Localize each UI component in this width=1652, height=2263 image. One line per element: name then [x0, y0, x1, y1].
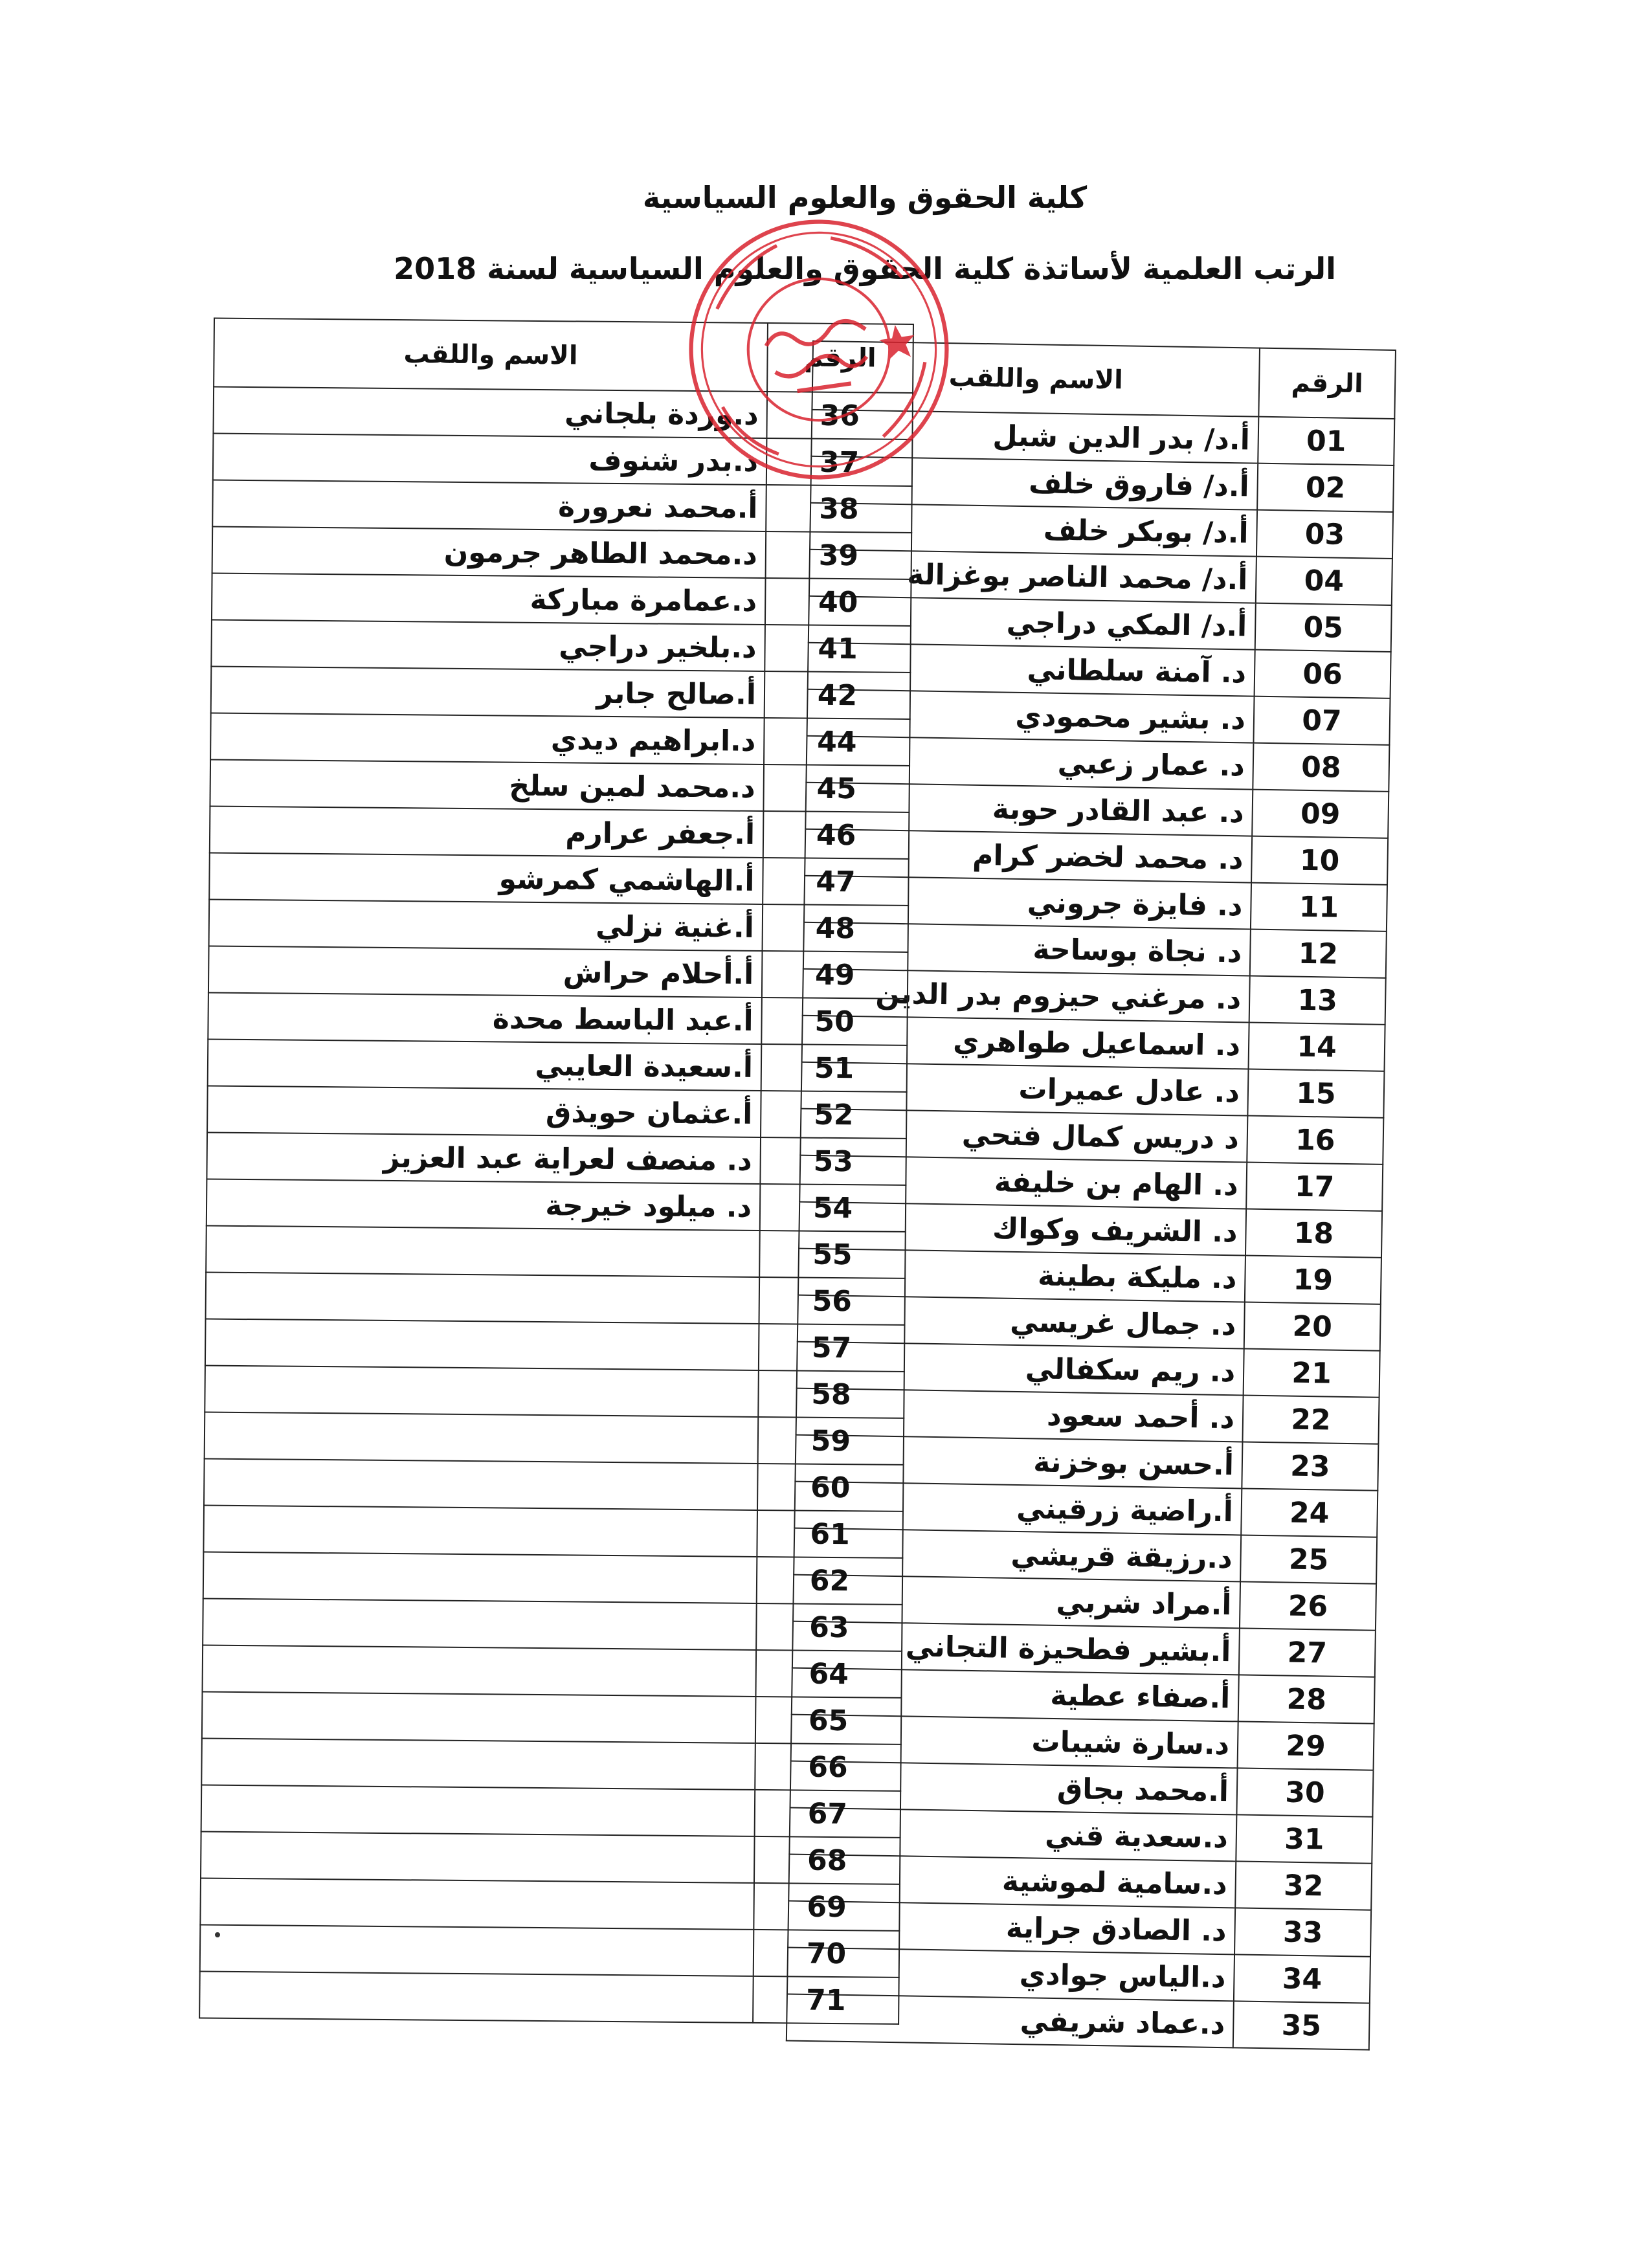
table-row	[205, 1319, 905, 1372]
professor-name: د.الياس جوادي	[787, 1948, 1234, 2001]
professor-name	[200, 1878, 754, 1929]
professor-name	[203, 1552, 757, 1603]
professor-name: أ.راضية زرقيني	[794, 1482, 1242, 1535]
professor-name: د.سامية لموشية	[788, 1855, 1236, 1908]
seal-inner-ring	[687, 217, 951, 482]
row-number: 51	[761, 1044, 908, 1092]
row-number: 55	[759, 1231, 906, 1278]
row-number: 15	[1247, 1069, 1384, 1118]
professor-name: د.عماد شريفي	[787, 1994, 1234, 2048]
professor-name: أ.جعفر عرارم	[210, 807, 764, 858]
professor-name: د.عمامرة مباركة	[212, 574, 766, 625]
seal-center-ring	[739, 270, 899, 430]
professor-name: أ.سعيدة العايبي	[208, 1040, 762, 1091]
professor-name	[201, 1785, 755, 1836]
row-number: 14	[1249, 1023, 1385, 1071]
row-number: 29	[1238, 1721, 1374, 1770]
row-number: 64	[755, 1650, 902, 1698]
table-row	[204, 1458, 904, 1511]
row-number: 63	[756, 1603, 902, 1651]
professor-name: أ.بشير فطحيزة التجاني	[792, 1622, 1240, 1675]
row-number: 47	[763, 858, 909, 906]
row-number: 03	[1256, 510, 1393, 559]
professor-name: د. اسماعيل طواهري	[802, 1016, 1249, 1069]
table-row	[201, 1831, 900, 1884]
row-number: 09	[1252, 790, 1389, 838]
row-number: 33	[1234, 1908, 1371, 1956]
table-row	[210, 760, 910, 812]
table-row	[203, 1598, 902, 1651]
row-number: 04	[1256, 557, 1392, 605]
table-row	[203, 1505, 903, 1557]
professor-name: د. مرغني حيزوم بدر الدين	[803, 969, 1250, 1023]
row-number: 01	[1258, 417, 1394, 465]
professor-name: د.سعدية قني	[789, 1808, 1236, 1862]
name-column-header: الاسم واللقب	[214, 318, 768, 392]
professor-name	[203, 1645, 757, 1696]
table-row	[201, 1785, 901, 1837]
professor-name: د.محمد لمين سلخ	[210, 760, 764, 811]
row-number: 10	[1251, 836, 1388, 885]
professor-name: د.سارة شيبات	[791, 1715, 1238, 1768]
row-number: 32	[1235, 1861, 1372, 1910]
professor-name: أ.صالح جابر	[211, 667, 765, 718]
table-row	[201, 1738, 901, 1790]
row-number: 58	[758, 1370, 904, 1418]
professor-name	[200, 1924, 754, 1976]
row-number: 11	[1251, 883, 1387, 931]
row-number: 37	[766, 438, 913, 486]
row-number: 59	[758, 1417, 904, 1465]
row-number: 40	[765, 578, 911, 626]
professor-name: د. منصف لعراية عبد العزيز	[206, 1133, 761, 1184]
professor-name: أ.الهاشمي كمرشو	[209, 853, 763, 904]
row-number: 35	[1233, 2001, 1370, 2049]
row-number: 70	[753, 1930, 900, 1978]
professor-name: أ.أحلام حراش	[208, 946, 763, 998]
table-row	[206, 1226, 906, 1278]
row-number: 50	[761, 998, 908, 1045]
professor-name: د. أحمد سعود	[796, 1388, 1244, 1442]
professor-name: د دريس كمال فتحي	[800, 1109, 1247, 1163]
professor-name: أ.د/ فاروق خلف	[810, 456, 1258, 510]
professor-name: أ.مراد شربي	[793, 1575, 1240, 1629]
number-column-header: الرقم	[767, 323, 913, 393]
table-row	[200, 1878, 900, 1930]
professor-name: د. محمد لخضر كرام	[805, 829, 1252, 883]
table-row	[208, 1040, 908, 1092]
row-number: 49	[762, 951, 908, 999]
table-row	[203, 1645, 902, 1697]
row-number: 62	[757, 1557, 903, 1605]
row-number: 45	[763, 764, 910, 812]
professor-name: د.بلخير دراجي	[211, 620, 765, 671]
row-number: 31	[1236, 1814, 1372, 1863]
table-row	[209, 853, 909, 906]
table-row	[206, 1133, 906, 1185]
professor-name	[205, 1412, 759, 1464]
professor-name	[204, 1458, 758, 1510]
table-row	[208, 993, 908, 1045]
table-row	[205, 1366, 904, 1418]
table-row	[207, 1086, 907, 1139]
professor-name: د.ابراهيم ديدي	[210, 713, 765, 764]
row-number: 28	[1238, 1675, 1375, 1723]
professor-name: د. عمار زعبي	[806, 736, 1253, 790]
professor-name: د. بشير محمودي	[807, 689, 1255, 743]
professor-name: د. فايزة جروني	[804, 876, 1251, 930]
row-number: 57	[759, 1324, 905, 1372]
table-row	[210, 807, 910, 859]
row-number: 05	[1255, 603, 1392, 652]
professor-name: أ.د/ بوبكر خلف	[810, 503, 1257, 557]
row-number: 21	[1244, 1348, 1380, 1397]
professor-name	[203, 1598, 757, 1649]
row-number: 19	[1245, 1256, 1381, 1304]
tables-container	[0, 324, 1652, 2084]
document-subtitle: الرتب العلمية لأساتذة كلية الحقوق والعلوم السياسية لسنة 2018	[394, 251, 1336, 286]
page-title: كلية الحقوق والعلوم السياسية	[642, 180, 1088, 215]
row-number: 38	[766, 485, 912, 533]
roster-table-left	[199, 318, 914, 2025]
row-number: 34	[1234, 1954, 1370, 2003]
table-row	[200, 1924, 900, 1977]
row-number: 24	[1241, 1488, 1378, 1537]
professor-name	[205, 1319, 759, 1370]
row-number: 12	[1250, 930, 1387, 978]
professor-name: د.رزيقة قريشي	[794, 1528, 1241, 1582]
row-number: 18	[1245, 1209, 1382, 1258]
professor-name: د.بدر شنوف	[213, 434, 767, 485]
row-number: 06	[1255, 650, 1391, 698]
professor-name: أ.صفاء عطية	[792, 1668, 1239, 1722]
row-number: 66	[755, 1743, 901, 1791]
professor-name: أ.عبد الباسط محدة	[208, 993, 762, 1044]
professor-name: د. عادل عميرات	[801, 1062, 1248, 1116]
professor-name	[206, 1273, 760, 1324]
row-number: 54	[760, 1184, 906, 1232]
row-number: 42	[765, 671, 911, 719]
professor-name: د. جمال غريسي	[798, 1295, 1245, 1349]
row-number: 67	[755, 1790, 901, 1838]
row-number: 02	[1257, 463, 1394, 512]
professor-name	[201, 1831, 755, 1882]
professor-name: د. نجاة بوساحة	[803, 922, 1251, 976]
professor-name: د. الشريف وكواك	[799, 1202, 1246, 1256]
professor-name: أ.د/ محمد الناصر بوغزالة	[809, 550, 1256, 603]
row-number: 25	[1240, 1535, 1377, 1583]
table-row	[208, 946, 908, 999]
row-number: 13	[1249, 976, 1386, 1025]
official-seal-stamp	[665, 196, 972, 503]
professor-name: د. عبد القادر حوبة	[805, 783, 1253, 836]
row-number: 17	[1246, 1163, 1383, 1211]
professor-name: أ.عثمان حويذق	[207, 1086, 761, 1137]
row-number: 69	[753, 1883, 900, 1931]
seal-outer-ring	[675, 205, 963, 494]
row-number: 52	[761, 1091, 907, 1139]
table-row	[206, 1273, 906, 1325]
row-number: 20	[1244, 1302, 1381, 1351]
row-number: 39	[766, 531, 912, 579]
row-number: 53	[760, 1137, 906, 1185]
row-number: 23	[1242, 1442, 1378, 1490]
professor-name: أ.محمد نعرورة	[212, 480, 766, 531]
table-row	[212, 527, 912, 579]
row-number: 26	[1240, 1581, 1376, 1630]
row-number: 65	[755, 1697, 902, 1745]
table-row	[206, 1179, 906, 1232]
professor-name: د. ميلود خيرجة	[206, 1179, 761, 1231]
professor-name	[202, 1691, 756, 1743]
professor-name: أ.غنية نزلي	[209, 900, 763, 951]
number-column-header: الرقم	[1258, 348, 1396, 419]
table-row	[211, 667, 911, 719]
professor-name	[205, 1366, 759, 1417]
professor-name: د. مليكة بطينة	[798, 1249, 1245, 1302]
professor-name	[199, 1971, 753, 2022]
row-number: 27	[1239, 1628, 1376, 1677]
professor-name	[206, 1226, 760, 1277]
table-row	[202, 1691, 902, 1744]
seal-script-stroke	[765, 318, 867, 350]
table-row	[205, 1412, 904, 1465]
professor-name	[201, 1738, 755, 1789]
row-number: 22	[1242, 1395, 1379, 1444]
seal-script-stroke	[798, 383, 851, 391]
row-number: 07	[1253, 697, 1390, 745]
row-number: 08	[1253, 743, 1389, 792]
row-number: 44	[764, 718, 910, 766]
professor-name: د. ريم سكفالي	[797, 1342, 1244, 1396]
row-number: 71	[753, 1976, 899, 2024]
professor-name: د.وردة بلجاني	[213, 387, 767, 438]
row-number: 48	[763, 904, 909, 952]
professor-name: د. الصادق جراية	[788, 1901, 1235, 1955]
table-row	[199, 1971, 899, 2023]
row-number: 16	[1247, 1116, 1383, 1165]
table-row	[203, 1552, 903, 1604]
row-number: 60	[757, 1464, 904, 1511]
professor-name: د. آمنة سلطاني	[808, 643, 1255, 697]
professor-name: د. الهام بن خليفة	[799, 1155, 1247, 1209]
row-number: 68	[754, 1836, 900, 1884]
seal-script-stroke	[774, 350, 868, 378]
row-number: 61	[757, 1510, 903, 1558]
name-column-header: الاسم واللقب	[812, 341, 1260, 417]
professor-name: أ.محمد بجاق	[790, 1761, 1238, 1815]
table-row	[209, 900, 909, 952]
row-number: 30	[1236, 1768, 1373, 1816]
table-row	[210, 713, 910, 766]
professor-name: أ.د/ بدر الدين شبل	[811, 410, 1258, 463]
professor-name: د.محمد الطاهر جرمون	[212, 527, 766, 578]
professor-name: أ.حسن بوخزنة	[795, 1435, 1242, 1489]
professor-name	[203, 1505, 757, 1556]
table-row	[211, 620, 911, 673]
row-number: 46	[763, 811, 910, 859]
row-number: 56	[759, 1277, 906, 1325]
professor-name: أ.د/ المكي دراجي	[809, 596, 1256, 650]
row-number: 41	[765, 625, 911, 673]
table-row	[212, 574, 911, 626]
row-number: 36	[766, 392, 913, 440]
scan-speck	[215, 1932, 220, 1937]
